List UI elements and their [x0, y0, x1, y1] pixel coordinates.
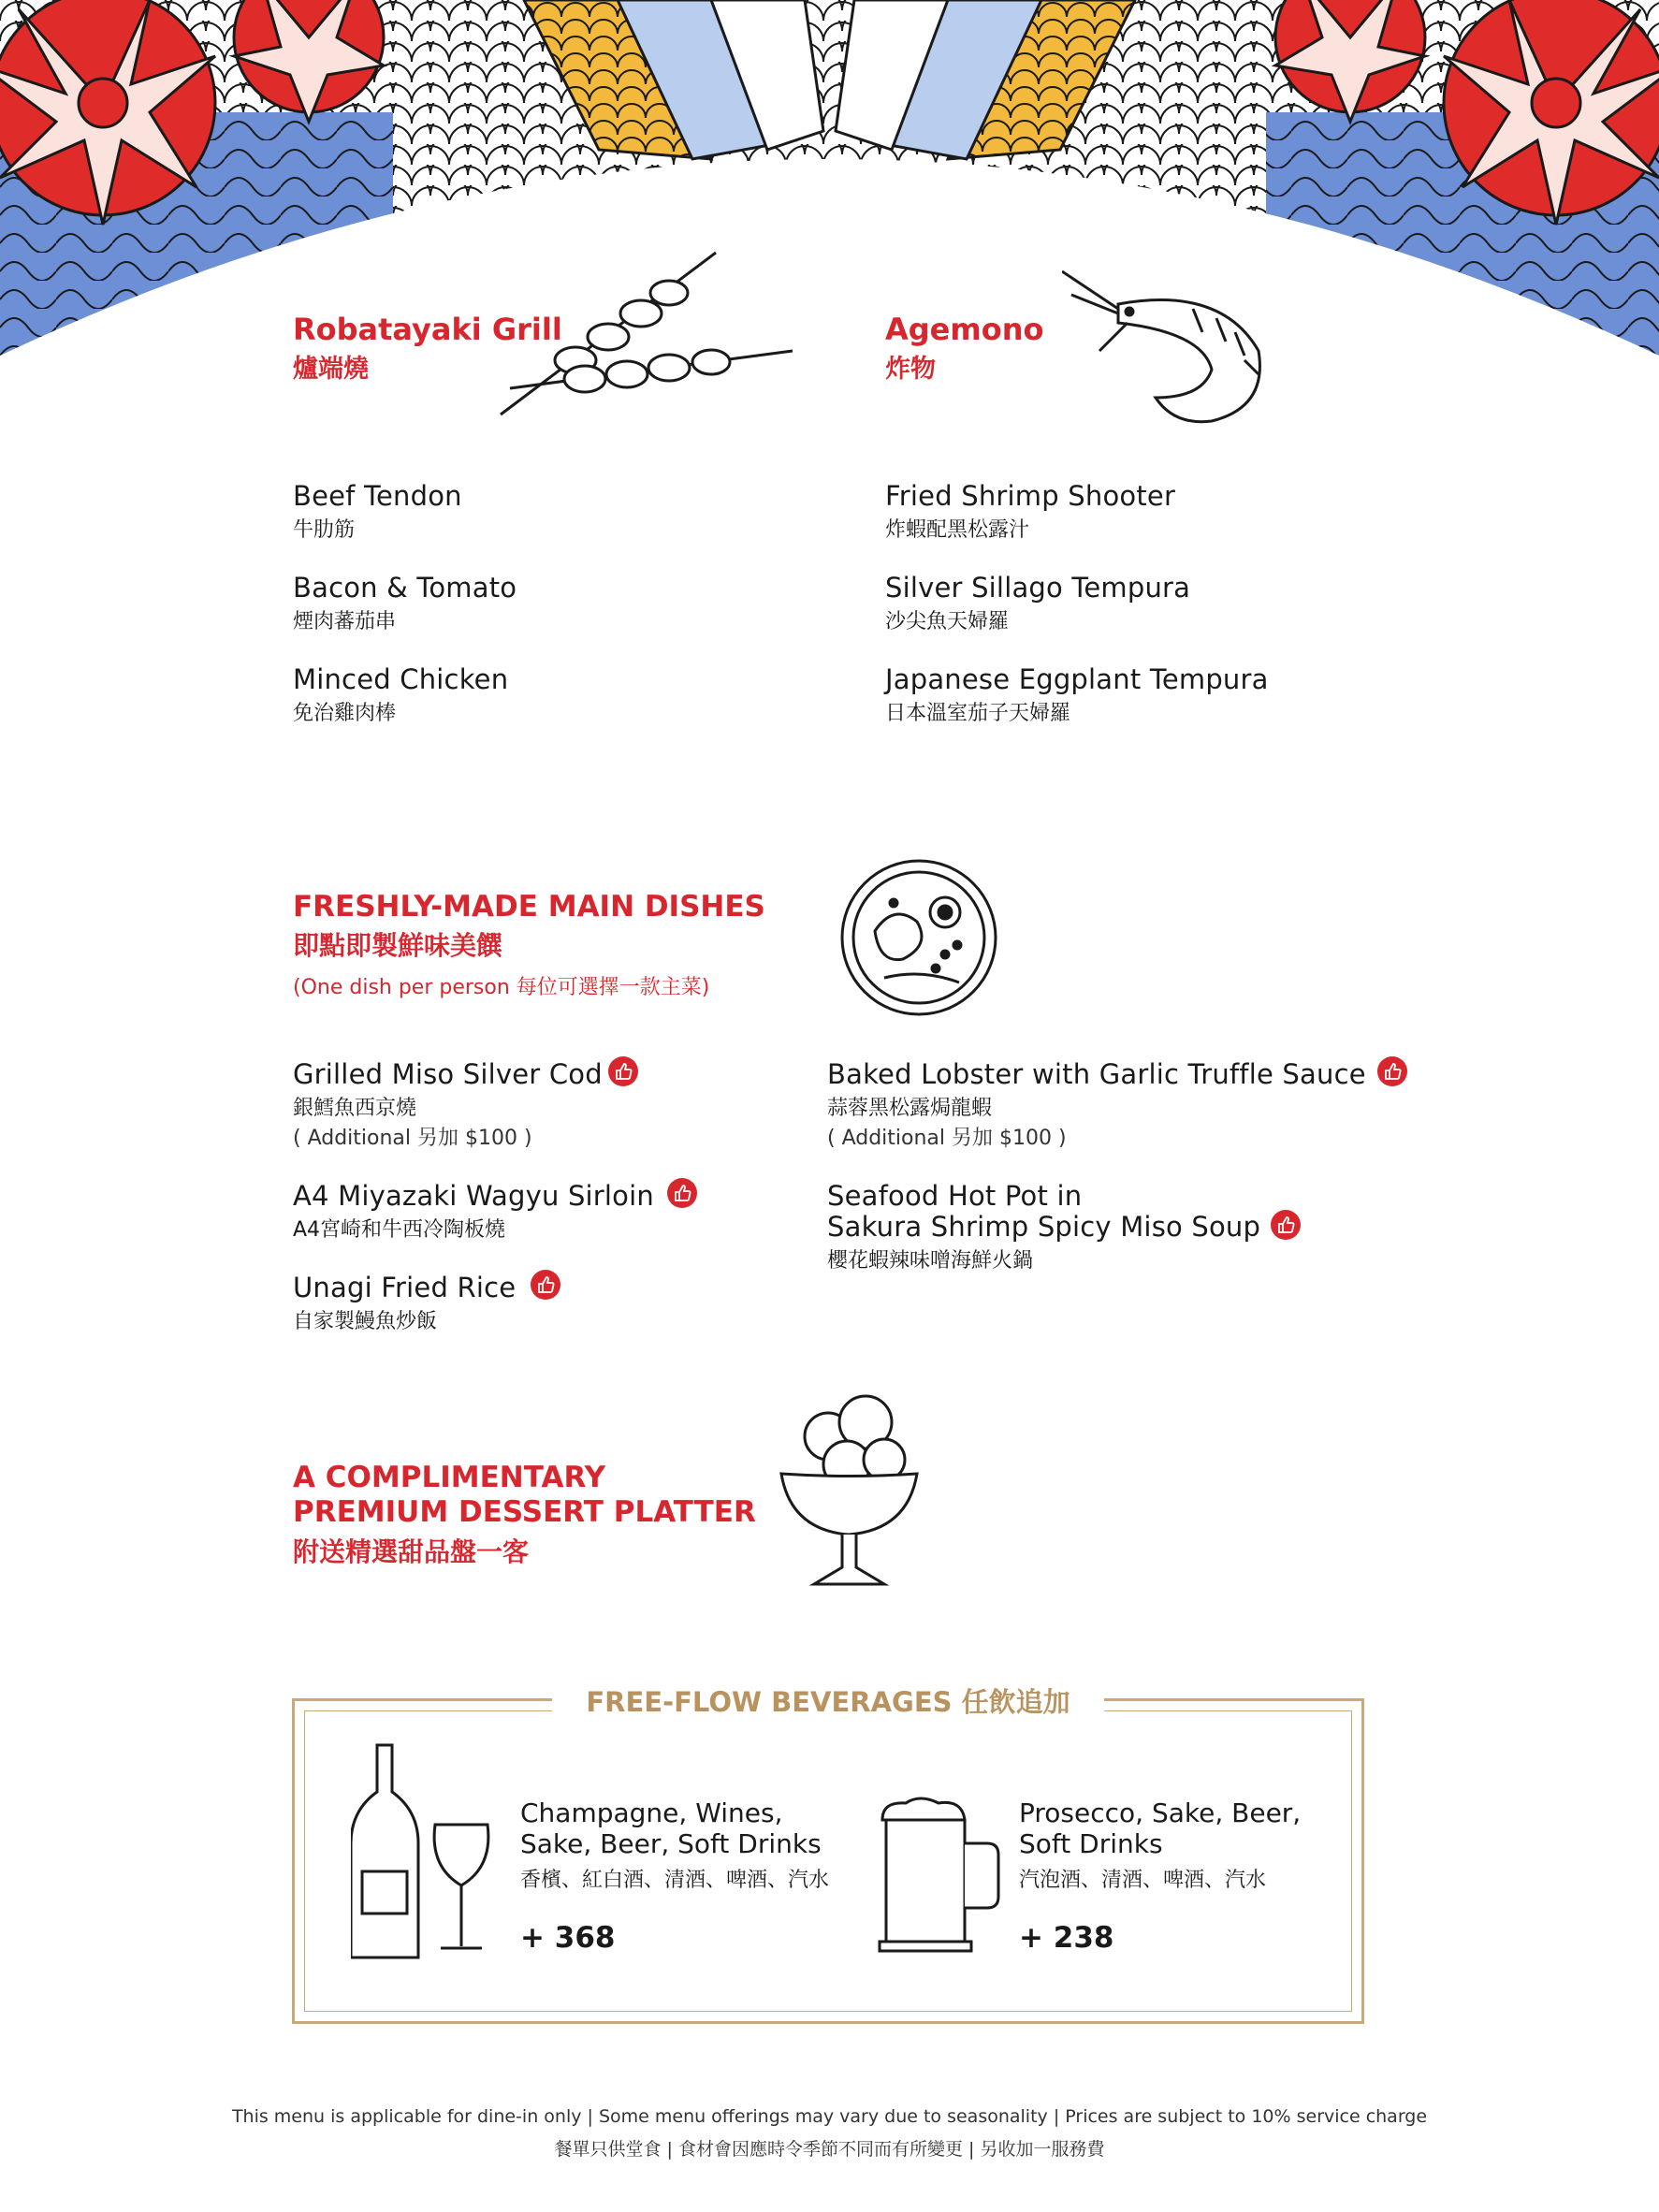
- beverage-package-price: + 238: [1019, 1921, 1114, 1955]
- menu-item-name-zh: 免治雞肉棒: [293, 702, 397, 725]
- dessert-title-line1: A COMPLIMENTARY: [293, 1461, 606, 1494]
- footer-disclaimer-zh: 餐單只供堂食 | 食材會因應時令季節不同而有所變更 | 另收加一服務費: [554, 2139, 1105, 2160]
- menu-item-name-zh: A4宮崎和牛西冷陶板燒: [293, 1218, 506, 1242]
- thumbs-up-icon: [1377, 1056, 1407, 1086]
- beverage-package-zh: 香檳、紅白酒、清酒、啤酒、汽水: [520, 1869, 830, 1892]
- menu-item-name-zh: 自家製鰻魚炒飯: [293, 1310, 438, 1333]
- menu-item-name-zh: 櫻花蝦辣味噌海鮮火鍋: [827, 1249, 1034, 1273]
- robatayaki-title-zh: 爐端燒: [293, 355, 369, 384]
- thumbs-up-icon: [667, 1178, 697, 1208]
- agemono-title: Agemono: [885, 312, 1044, 347]
- skewer-icon: [491, 248, 795, 421]
- thumbs-up-icon: [1271, 1210, 1301, 1240]
- wine-bottle-icon: [351, 1740, 501, 1965]
- shrimp-icon: [1062, 267, 1287, 430]
- menu-item-name-zh: 沙尖魚天婦羅: [885, 610, 1010, 633]
- footer-disclaimer: This menu is applicable for dine-in only | Some menu offerings may vary due to seasonality | Prices are subject to 10% service charge: [231, 2106, 1428, 2127]
- dessert-cup-icon: [777, 1380, 922, 1591]
- menu-item-name-zh: 日本溫室茄子天婦羅: [885, 702, 1071, 725]
- menu-item-name: Beef Tendon: [293, 480, 462, 512]
- menu-item-name: A4 Miyazaki Wagyu Sirloin: [293, 1180, 654, 1212]
- thumbs-up-icon: [608, 1056, 638, 1086]
- surcharge-note: ( Additional 另加 $100 ): [827, 1127, 1067, 1150]
- menu-item-name: Japanese Eggplant Tempura: [885, 663, 1269, 695]
- menu-item-name: Minced Chicken: [293, 663, 509, 695]
- mains-title-zh: 即點即製鮮味美饌: [293, 930, 503, 961]
- menu-item-name: Seafood Hot Pot in: [827, 1180, 1083, 1212]
- beverage-package-line1: Champagne, Wines,: [520, 1797, 783, 1828]
- menu-item-name: Grilled Miso Silver Cod: [293, 1058, 603, 1090]
- beverage-package-line1: Prosecco, Sake, Beer,: [1019, 1797, 1302, 1828]
- menu-item-name-zh: 炸蝦配黑松露汁: [885, 518, 1030, 542]
- decorative-banner: [0, 0, 1659, 393]
- dessert-title-line2: PREMIUM DESSERT PLATTER: [293, 1495, 756, 1529]
- dessert-title-zh: 附送精選甜品盤一客: [293, 1536, 530, 1567]
- menu-item-name-zh: 銀鱈魚西京燒: [293, 1097, 417, 1120]
- menu-item-name: Sakura Shrimp Spicy Miso Soup: [827, 1211, 1261, 1243]
- beverage-package-price: + 368: [520, 1921, 616, 1955]
- robatayaki-title: Robatayaki Grill: [293, 312, 562, 347]
- menu-item-name: Unagi Fried Rice: [293, 1272, 517, 1303]
- mains-note: (One dish per person 每位可選擇一款主菜): [293, 976, 710, 999]
- mains-title: FRESHLY-MADE MAIN DISHES: [293, 890, 765, 924]
- menu-item-name-zh: 蒜蓉黑松露焗龍蝦: [827, 1097, 993, 1120]
- menu-item-name: Baked Lobster with Garlic Truffle Sauce: [827, 1058, 1366, 1090]
- beverage-package-line2: Sake, Beer, Soft Drinks: [520, 1828, 822, 1859]
- beverage-package-line2: Soft Drinks: [1019, 1828, 1163, 1859]
- menu-item-name-zh: 牛肋筋: [293, 518, 356, 542]
- menu-item-name: Bacon & Tomato: [293, 572, 517, 604]
- beverages-title: FREE-FLOW BEVERAGES 任飲追加: [552, 1685, 1104, 1719]
- beer-mug-icon: [875, 1797, 1006, 1956]
- surcharge-note: ( Additional 另加 $100 ): [293, 1127, 532, 1150]
- menu-item-name: Fried Shrimp Shooter: [885, 480, 1176, 512]
- menu-item-name: Silver Sillago Tempura: [885, 572, 1191, 604]
- menu-item-name-zh: 煙肉蕃茄串: [293, 610, 397, 633]
- beverage-package-zh: 汽泡酒、清酒、啤酒、汽水: [1019, 1869, 1267, 1892]
- bowl-icon: [837, 856, 1001, 1020]
- thumbs-up-icon: [531, 1270, 560, 1300]
- agemono-title-zh: 炸物: [885, 355, 936, 384]
